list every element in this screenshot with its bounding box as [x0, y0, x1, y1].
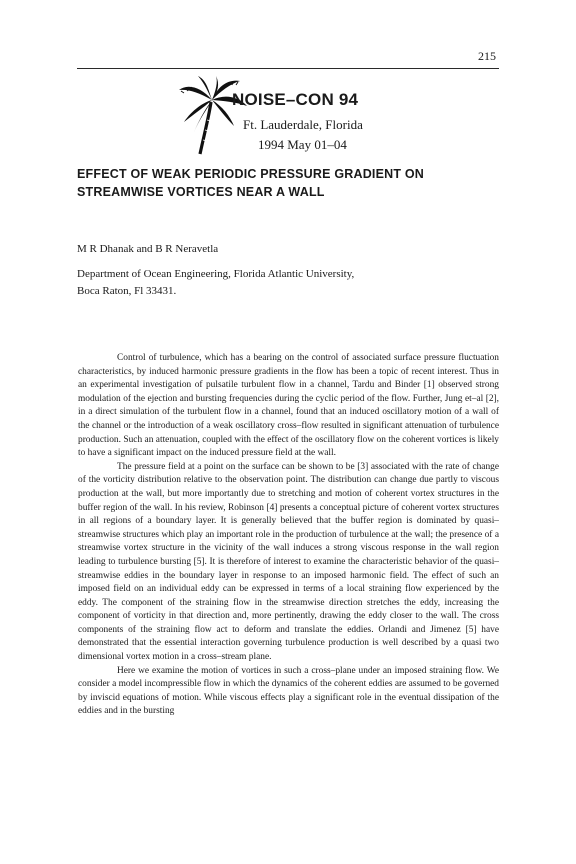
body-text — [78, 352, 499, 719]
paper-authors: M R Dhanak and B R Neravetla — [77, 243, 219, 255]
palm-tree-logo — [178, 76, 248, 156]
affiliation-line: Department of Ocean Engineering, Florida Atlantic University, — [77, 268, 355, 280]
paper-title: EFFECT OF WEAK PERIODIC PRESSURE GRADIENT ON STREAMWISE VORTICES NEAR A WALL — [77, 167, 425, 199]
body-paragraph: Here we examine the motion of vortices in such a cross–plane under an imposed straining flow. We consider a model incompressible flow in which the dynamics of the coherent eddies are assumed to be governed by inviscid equations of motion. While viscous effects play a significant role in the eventual dissipation of the eddies and in the bursting — [78, 665, 499, 717]
conference-location: Ft. Lauderdale, Florida — [243, 117, 363, 132]
author-affiliation — [77, 266, 354, 300]
header-rule — [77, 68, 499, 69]
page-number: 215 — [478, 49, 496, 63]
body-paragraph: Control of turbulence, which has a bearing on the control of associated surface pressure fluctuation characteristics, by induced harmonic pressure gradients in the flow has been a topic of recent interest. Thus in an experimental investigation of pulsatile turbulent flow in a channel, Tardu and Binder [1] observed strong modulation of the ejection and bursting frequencies during the cyclic period of the flow. Further, Jung et–al [2], in a direct simulation of the turbulent flow in a channel, found that an induced oscillatory motion of a wall of the channel or the introduction of a weak oscillatory cross–flow resulted in significant attenuation of turbulence production. Such an attenuation, coupled with the effect of the oscillatory flow on the coherent vortices is likely to have a significant impact on the induced pressure field at the wall. — [78, 353, 499, 459]
body-paragraph: The pressure field at a point on the surface can be shown to be [3] associated with the rate of change of the vorticity distribution relative to the observation point. The distribution can change due partly to viscous production at the wall, but more importantly due to stretching and motion of coherent vortex structures in the buffer region of the wall. In his review, Robinson [4] presents a conceptual picture of coherent vortex structures in all regions of a boundary layer. It is generally believed that the buffer region is dominated by quasi–streamwise structures which play an important role in the production of turbulence at the wall; the presence of a streamwise vortex structure in the vicinity of the wall induces a strong viscous response in the wall region leading to turbulence bursting [5]. It is therefore of interest to examine the characteristic behavior of the quasi–streamwise eddies in the boundary layer in response to an imposed harmonic field. The effect of such an imposed field on an individual eddy can be expressed in terms of a local straining flow experienced by the eddy. The component of the straining flow in the streamwise direction stretches the eddy, increasing the component of vorticity in that direction and, more pertinently, drawing the eddy closer to the wall. The cross components of the straining flow act to deform and translate the eddies. Orlandi and Jimenez [5] have demonstrated that the essential interaction governing turbulence production is well described by a quasi two dimensional vortex motion in a cross–stream plane. — [78, 461, 499, 663]
conference-dates: 1994 May 01–04 — [258, 137, 347, 152]
affiliation-line: Boca Raton, Fl 33431. — [77, 285, 177, 297]
conference-name: NOISE–CON 94 — [232, 90, 359, 109]
